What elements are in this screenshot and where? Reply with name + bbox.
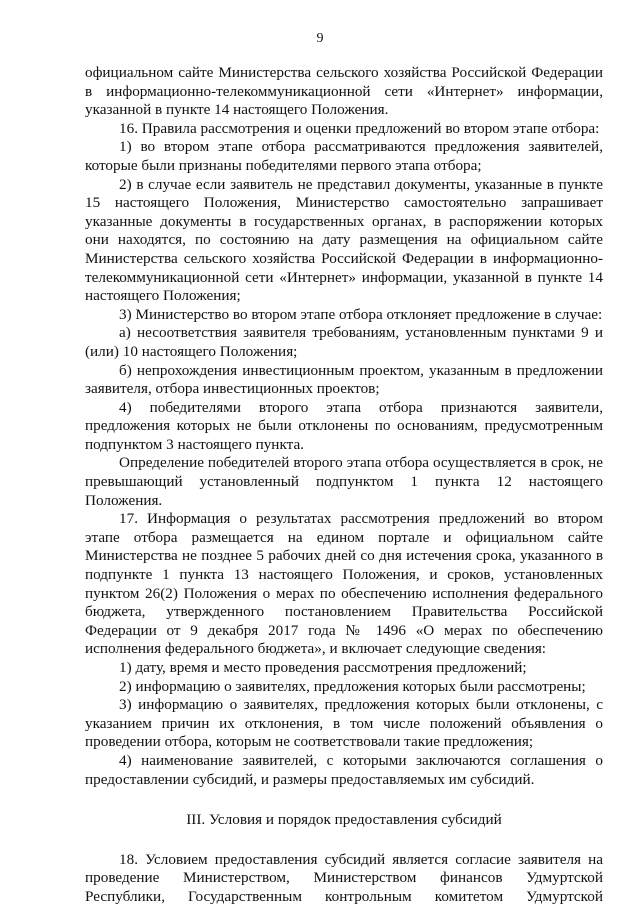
paragraph-16-item-2: 2) в случае если заявитель не представил документы, указанные в пункте 15 настоящего Положения, Министерство самостоятельно запрашивает указанные документы в государственных органах, в распоряжении которых они находятся, по состоянию на дату размещения на официальном сайте Министерства сельского хозяйства Российской Федерации в информационно-телекоммуникационной сети «Интернет» информации, указанной в пункте 14 настоящего Положения; xyxy=(85,175,603,305)
page-number: 9 xyxy=(316,31,324,46)
paragraph-16-heading: 16. Правила рассмотрения и оценки предложений во втором этапе отбора: xyxy=(119,119,600,137)
paragraph-17-item-3: 3) информацию о заявителях, предложения которых были отклонены, с указанием причин их отклонения, в том числе положений объявления о проведении отбора, которым не соответствовали такие предложения; xyxy=(85,696,603,751)
paragraph-18: 18. Условием предоставления субсидий является согласие заявителя на проведение Министерством, Министерством финансов Удмуртской Республики, Государственным контрольным комитетом Удмуртской xyxy=(85,850,603,905)
paragraph-16-winners-deadline: Определение победителей второго этапа отбора осуществляется в срок, не превышающий установленный подпунктом 1 пункта 12 настоящего Положения. xyxy=(85,454,603,509)
section-title: III. Условия и порядок предоставления субсидий xyxy=(186,811,502,829)
paragraph-16-item-3: 3) Министерство во втором этапе отбора отклоняет предложение в случае: xyxy=(119,305,603,323)
paragraph-17-item-1: 1) дату, время и место проведения рассмотрения предложений; xyxy=(119,659,527,676)
paragraph-16-item-3a: а) несоответствия заявителя требованиям, установленным пунктами 9 и (или) 10 настоящего Положения; xyxy=(85,324,603,360)
paragraph-17-item-2: 2) информацию о заявителях, предложения которых были рассмотрены; xyxy=(119,677,586,695)
document-body xyxy=(85,64,603,907)
paragraph-16-item-1: 1) во втором этапе отбора рассматриваются предложения заявителей, которые были признаны победителями первого этапа отбора; xyxy=(85,138,603,174)
paragraph-17: 17. Информация о результатах рассмотрения предложений во втором этапе отбора размещается на едином портале и официальном сайте Министерства не позднее 5 рабочих дней со дня истечения срока, указанного в подпункте 1 пункта 13 настоящего Положения, и сроков, установленных пунктом 26(2) Положения о мерах по обеспечению исполнения федерального бюджета, утвержденного постановлением Правительства Российской Федерации от 9 декабря 2017 года № 1496 «О мерах по обеспечению исполнения федерального бюджета», и включает следующие сведения: xyxy=(85,510,603,658)
paragraph-16-item-4: 4) победителями второго этапа отбора признаются заявители, предложения которых не были отклонены по основаниям, предусмотренным подпунктом 3 настоящего пункта. xyxy=(85,398,603,453)
paragraph-16-item-3b: б) непрохождения инвестиционным проектом, указанным в предложении заявителя, отбора инвестиционных проектов; xyxy=(85,361,603,398)
paragraph-continuation: официальном сайте Министерства сельского хозяйства Российской Федерации в информационно-телекоммуникационной сети «Интернет» информации, указанной в пункте 14 настоящего Положения. xyxy=(85,64,603,119)
paragraph-17-item-4: 4) наименование заявителей, с которыми заключаются соглашения о предоставлении субсидий, и размеры предоставляемых им субсидий. xyxy=(85,751,603,788)
